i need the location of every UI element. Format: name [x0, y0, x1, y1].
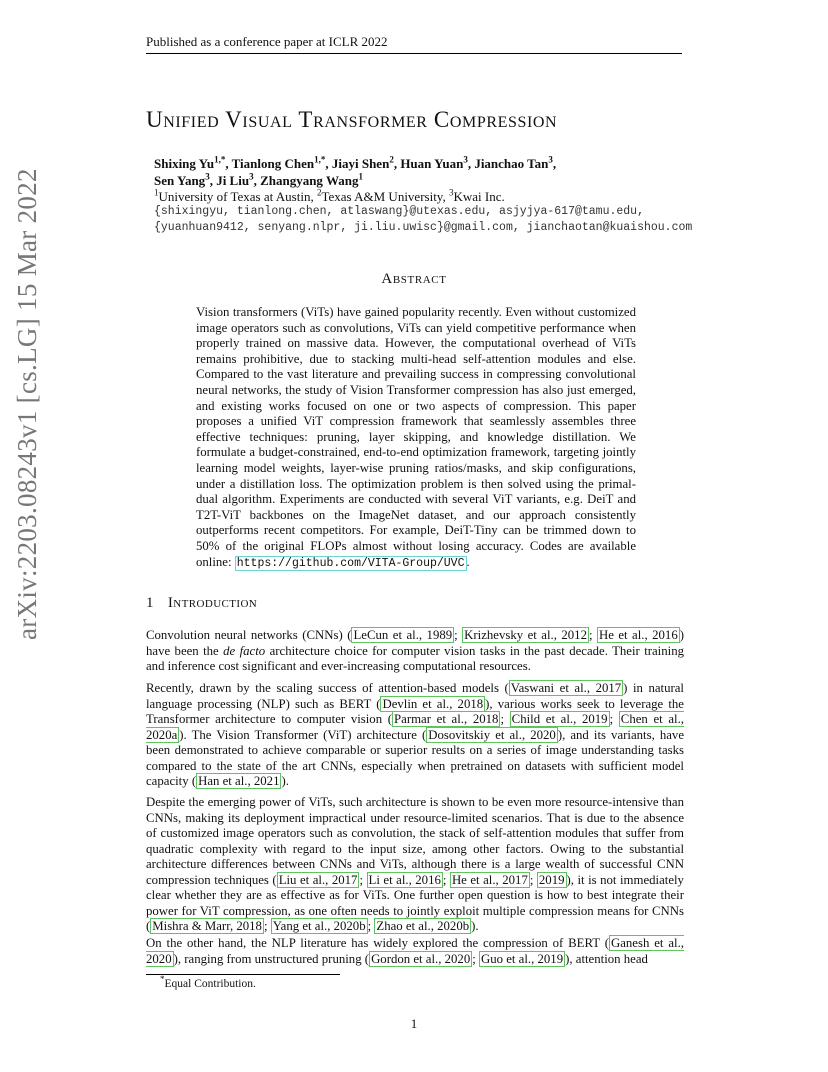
author-mark: 2 [389, 154, 394, 165]
author-mark: 3 [463, 154, 468, 165]
citation-link[interactable]: Dosovitskiy et al., 2020 [428, 727, 556, 742]
author-mark: 1,* [314, 154, 326, 165]
footnote-text: Equal Contribution. [164, 978, 256, 990]
author-line-2 [154, 172, 714, 189]
body-text: ), various works seek to leverage the Transformer architecture to computer vision ( [146, 696, 684, 726]
email-line: {shixingyu, tianlong.chen, atlaswang}@utexas.edu, asjyjya-617@tamu.edu, [154, 205, 644, 218]
body-text: ). The Vision Transformer (ViT) architecture ( [179, 727, 427, 742]
author-name: , Jianchao Tan [467, 156, 549, 171]
body-text: ) have been the [146, 628, 684, 658]
author-mark: 3 [548, 154, 553, 165]
author-mark: 1,* [214, 154, 226, 165]
affiliation-name: Texas A&M University, [321, 189, 449, 204]
author-name: , Zhangyang Wang [253, 173, 359, 188]
footnote [160, 974, 256, 991]
author-name: Shixing Yu [154, 156, 215, 171]
citation-link[interactable]: Liu et al., 2017 [278, 872, 358, 887]
body-text: architecture choice for computer vision tasks in the past decade. Their training and inference cost significant and ever-increasing computational resources. [146, 643, 684, 673]
citation-link[interactable]: Chen et al., 2020a [146, 712, 684, 742]
paragraph-2 [146, 681, 684, 790]
paragraph-4 [146, 936, 684, 967]
citation-link[interactable]: Guo et al., 2019 [481, 951, 564, 966]
citation-link[interactable]: Devlin et al., 2018 [382, 696, 484, 711]
author-list [154, 155, 714, 189]
body-text: Despite the emerging power of ViTs, such architecture is shown to be even more resource-intensive than CNNs, making its deployment impractical under resource-limited scenarios. That is due to the absence of customized image operators such as convolution, the stack of self-attention modules that suffer from quadratic complexity with regard to the input size, among other factors. Owing to the substantial architecture differences between CNNs and ViTs, although there is a large wealth of successful CNN compression techniques ( [146, 795, 684, 887]
email-line: {yuanhuan9412, senyang.nlpr, ji.liu.uwisc}@gmail.com, jianchaotan@kuaishou.com [154, 221, 693, 234]
author-name: , Huan Yuan [393, 156, 464, 171]
abstract-end: . [466, 554, 470, 569]
section-title: Introduction [167, 595, 258, 611]
affiliation-name: Kwai Inc. [453, 189, 505, 204]
body-text: ), and its variants, have been demonstrated to achieve comparable or superior results on a series of image understanding tasks compared to the state of the art CNNs, especially when pretrained on datasets with sufficient model capacity ( [146, 727, 684, 788]
abstract-text: Vision transformers (ViTs) have gained popularity recently. Even without customized image operators such as convolutions, ViTs can yield competitive performance when properly trained on massive data. However, the computational overhead of ViTs remains prohibitive, due to stacking multi-head self-attention modules and else. Compared to the vast literature and prevailing success in compressing convolutional neural networks, the study of Vision Transformer compression has also just emerged, and existing works focused on one or two aspects of compression. This paper proposes a unified ViT compression framework that seamlessly assembles three effective techniques: pruning, layer skipping, and knowledge distillation. We formulate a budget-constrained, end-to-end optimization framework, targeting jointly learning model weights, layer-wise pruning ratios/masks, and skip configurations, under a distillation loss. The optimization problem is then solved using the primal-dual algorithm. Experiments are conducted with several ViT variants, e.g. DeiT and T2T-ViT backbones on the ImageNet dataset, and our approach consistently outperforms recent competitors. For example, DeiT-Tiny can be trimmed down to 50% of the original FLOPs almost without losing accuracy. Codes are available online: [196, 305, 636, 569]
author-line-1 [154, 155, 714, 172]
body-text: ; [442, 872, 450, 887]
emphasis-text: de facto [223, 643, 266, 658]
body-text: ), attention head [565, 951, 648, 966]
citation-link[interactable]: Krizhevsky et al., 2012 [464, 628, 587, 642]
paper-title: Unified Visual Transformer Compression [146, 107, 558, 132]
body-text: ; [609, 712, 619, 726]
page-number: 1 [410, 1016, 418, 1031]
body-text: ; [472, 951, 479, 966]
body-text: ; [529, 872, 537, 887]
body-text: ; [588, 628, 597, 642]
body-text: ; [500, 712, 510, 726]
body-text: ). [281, 774, 289, 788]
body-text: ; [367, 919, 375, 933]
body-text: ; [263, 919, 271, 933]
citation-link[interactable]: Parmar et al., 2018 [394, 712, 499, 726]
footnote-rule [146, 974, 340, 975]
citation-link[interactable]: Mishra & Marr, 2018 [152, 919, 262, 933]
abstract-heading: Abstract [381, 271, 447, 287]
citation-link[interactable]: LeCun et al., 1989 [353, 628, 453, 642]
author-name: , Ji Liu [209, 173, 250, 188]
email-list [154, 204, 754, 236]
running-header: Published as a conference paper at ICLR 2022 [146, 34, 682, 54]
arxiv-identifier: arXiv:2203.08243v1 [cs.LG] 15 Mar 2022 [12, 168, 42, 640]
citation-link[interactable]: Vaswani et al., 2017 [510, 681, 622, 695]
body-text: ), ranging from unstructured pruning ( [173, 951, 370, 966]
author-name: , Jiayi Shen [325, 156, 390, 171]
footnote-mark: * [160, 974, 165, 985]
body-text: Convolution neural networks (CNNs) ( [146, 628, 352, 642]
citation-link[interactable]: Li et al., 2016 [368, 872, 441, 887]
citation-link[interactable]: Han et al., 2021 [198, 774, 280, 788]
author-mark: 1 [358, 171, 363, 182]
affiliation-mark: 2 [316, 187, 322, 198]
author-mark: 3 [249, 171, 254, 182]
citation-link[interactable]: Zhao et al., 2020b [376, 919, 470, 933]
section-heading [146, 595, 257, 612]
author-separator: , [552, 156, 557, 171]
author-name: Sen Yang [154, 173, 206, 188]
code-link[interactable]: https://github.com/VITA-Group/UVC [236, 556, 465, 570]
citation-link[interactable]: 2019 [538, 872, 565, 887]
paragraph-1 [146, 628, 684, 675]
body-text: ), it is not immediately clear whether they are as effective as for ViTs. One further open question is how to best integrate their power for ViT compression, as one often needs to jointly exploit multiple compression means for CNNs ( [146, 872, 684, 933]
citation-link[interactable]: Yang et al., 2020b [272, 919, 366, 933]
citation-link[interactable]: He et al., 2016 [598, 628, 678, 642]
author-mark: 3 [205, 171, 210, 182]
citation-link[interactable]: Ganesh et al., 2020 [146, 936, 684, 966]
author-name: , Tianlong Chen [225, 156, 315, 171]
affiliations [154, 188, 505, 205]
affiliation-name: University of Texas at Austin, [158, 189, 317, 204]
section-number: 1 [146, 595, 154, 611]
body-text: ). [471, 919, 479, 933]
body-text: ; [359, 872, 367, 887]
affiliation-mark: 3 [448, 187, 454, 198]
affiliation-mark: 1 [154, 187, 159, 198]
body-text: On the other hand, the NLP literature has widely explored the compression of BERT ( [146, 936, 609, 950]
citation-link[interactable]: Gordon et al., 2020 [371, 951, 471, 966]
body-text: ) in natural language processing (NLP) such as BERT ( [146, 681, 684, 711]
body-text: Recently, drawn by the scaling success of attention-based models ( [146, 681, 509, 695]
abstract-body [196, 305, 636, 571]
paragraph-3 [146, 795, 684, 935]
citation-link[interactable]: He et al., 2017 [451, 872, 528, 887]
body-text: ; [454, 628, 463, 642]
citation-link[interactable]: Child et al., 2019 [511, 712, 608, 726]
